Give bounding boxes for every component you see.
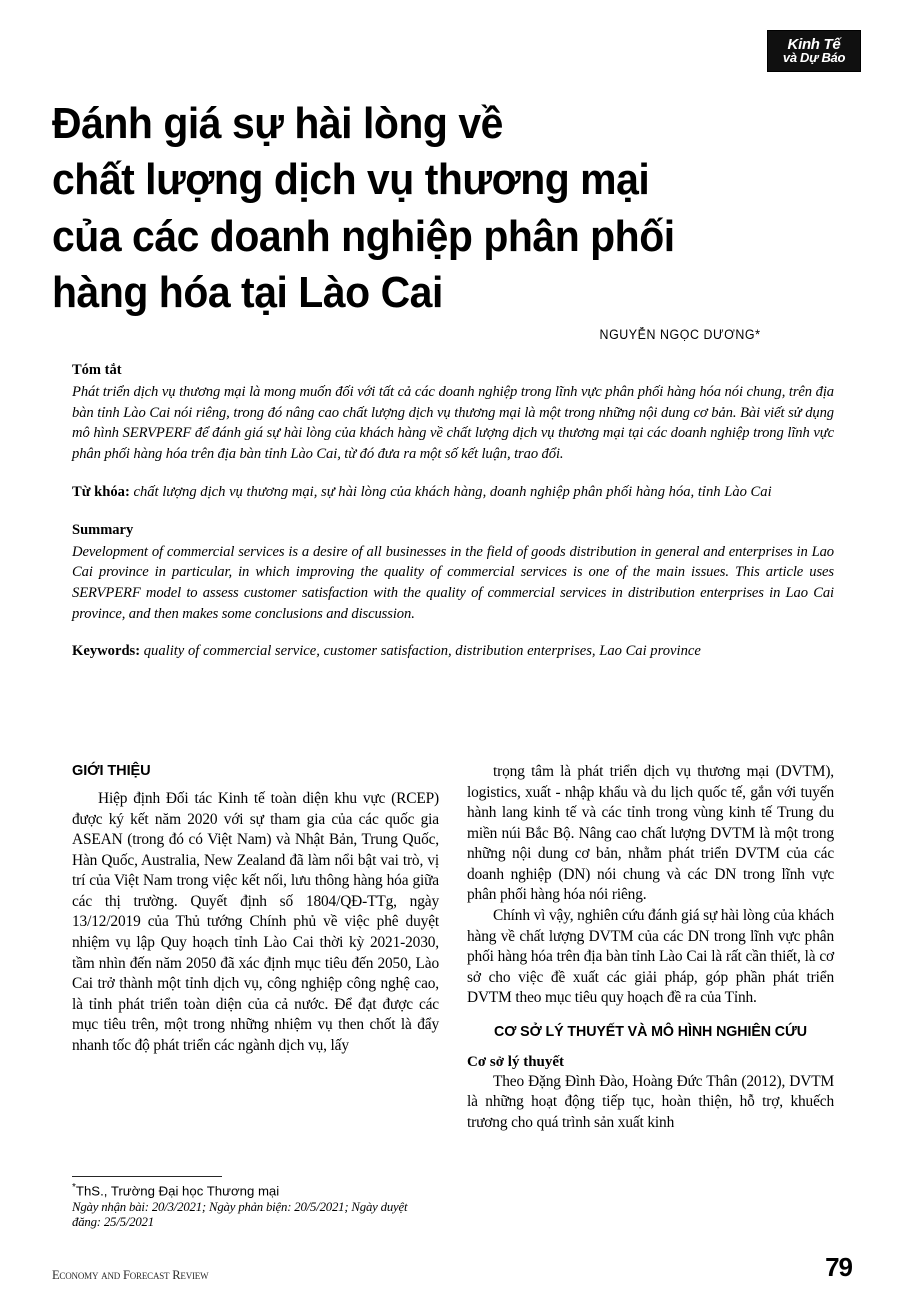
abstract-en-label: Summary <box>72 521 134 538</box>
footnote-divider <box>72 1176 222 1177</box>
footer-page-number: 79 <box>825 1252 852 1282</box>
keywords-en-label: Keywords: <box>72 643 141 660</box>
keywords-en-text: quality of commercial service, customer satisfaction, distribution enterprises, Lao Cai province <box>140 643 701 660</box>
footnote-block <box>72 1176 439 1230</box>
keywords-vi-block <box>72 482 834 503</box>
right-column-paragraph-3: Theo Đặng Đình Đào, Hoàng Đức Thân (2012), DVTM là những hoạt động tiếp tục, hoàn thiện, hỗ trợ, khuếch trương cho quá trình sản xuất kinh <box>467 1072 834 1131</box>
right-column-paragraph-2: Chính vì vậy, nghiên cứu đánh giá sự hài lòng của khách hàng về chất lượng DVTM của các DN trong lĩnh vực phân phối hàng hóa trên địa bàn tỉnh Lào Cai là rất cần thiết, là cơ sở cho việc đề xuất các giải pháp, góp phần phát triển DVTM theo mục tiêu quy hoạch đề ra của Tỉnh. <box>467 906 834 1007</box>
section-heading-co-so-ly-thuyet-mo-hinh: CƠ SỞ LÝ THUYẾT VÀ MÔ HÌNH NGHIÊN CỨU <box>494 1022 807 1040</box>
logo-line-2: và Dự Báo <box>782 49 846 65</box>
left-column-paragraph-1: Hiệp định Đối tác Kinh tế toàn diện khu vực (RCEP) được ký kết năm 2020 với sự tham gia của các quốc gia ASEAN (trong đó có Việt Nam) và Nhật Bản, Trung Quốc, Hàn Quốc, Australia, New Zealand đã làm nổi bật vai trò, vị trí của Việt Nam trong việc kết nối, lưu thông hàng hóa giữa các thị trường. Quyết định số 1804/QĐ-TTg, ngày 13/12/2019 của Thủ tướng Chính phủ về việc phê duyệt nhiệm vụ lập Quy hoạch tỉnh Lào Cai thời kỳ 2021-2030, tầm nhìn đến năm 2050 đã xác định mục tiêu đến 2050, Lào Cai trở thành một tỉnh dịch vụ, công nghiệp công nghệ cao, là tỉnh phát triển toàn diện của cả nước. Để đạt được các mục tiêu trên, một trong những nhiệm vụ then chốt là đẩy nhanh tốc độ phát triển các ngành dịch vụ, lấy <box>72 790 439 1054</box>
footnote-star-marker: * <box>72 1182 76 1193</box>
body-columns <box>72 762 834 1162</box>
title-block <box>52 96 812 342</box>
journal-masthead-logo <box>767 30 859 70</box>
title-line-1: Đánh giá sự hài lòng về <box>52 99 503 148</box>
page-title <box>52 96 759 321</box>
right-column-paragraph-continued: trọng tâm là phát triển dịch vụ thương mại (DVTM), logistics, xuất - nhập khẩu và du lịch quốc tế, gắn với tuyến hành lang kinh tế và các tỉnh trong vùng kinh tế Trung du miền núi Bắc Bộ. Nâng cao chất lượng DVTM là một trong những nội dung cơ bản, nhằm phát triển DVTM của các doanh nghiệp (DN) nói chung và các DN trong lĩnh vực phân phối hàng hóa nói riêng. <box>467 763 834 904</box>
keywords-en-block <box>72 641 834 662</box>
footnote-affiliation <box>72 1182 439 1198</box>
footer-journal-name: Economy and Forecast Review <box>52 1268 209 1282</box>
footnote-affiliation-text: ThS., Trường Đại học Thương mại <box>75 1183 280 1199</box>
abstract-area <box>72 362 834 662</box>
subsection-heading-co-so-ly-thuyet: Cơ sở lý thuyết <box>467 1053 565 1070</box>
logo-box <box>767 30 861 72</box>
abstract-en-body: Development of commercial services is a desire of all businesses in the field of goods distribution in general and enterprises in Lao Cai province in particular, in which improving the quality of commercial services is one of the main issues. This article uses SERVPERF model to assess customer satisfaction with the quality of commercial services in distribution enterprises in Lao Cai province, and then makes some conclusions and discussion. <box>72 543 834 622</box>
abstract-vi-body: Phát triển dịch vụ thương mại là mong muốn đối với tất cả các doanh nghiệp trong lĩnh vực phân phối hàng hóa nói chung, trên địa bàn tỉnh Lào Cai nói riêng, trong đó nâng cao chất lượng dịch vụ thương mại là một trong những nội dung cơ bản. Bài viết sử dụng mô hình SERVPERF để đánh giá sự hài lòng của khách hàng về chất lượng dịch vụ thương mại tại các doanh nghiệp trong lĩnh vực phân phối hàng hóa trên địa bàn tỉnh Lào Cai, từ đó đưa ra một số kết luận, trao đổi. <box>72 384 834 463</box>
page-footer <box>52 1252 852 1283</box>
keywords-vi-text: chất lượng dịch vụ thương mại, sự hài lòng của khách hàng, doanh nghiệp phân phối hàng hóa, tỉnh Lào Cai <box>129 483 772 500</box>
title-line-2: chất lượng dịch vụ thương mại <box>52 155 650 205</box>
left-column <box>72 762 439 1162</box>
keywords-vi-label: Từ khóa: <box>72 483 130 500</box>
footnote-dates: Ngày nhận bài: 20/3/2021; Ngày phản biện: 20/5/2021; Ngày duyệt đăng: 25/5/2021 <box>72 1200 408 1230</box>
right-column <box>467 762 834 1162</box>
author-byline: NGUYỄN NGỌC DƯƠNG* <box>599 327 761 343</box>
abstract-vi-label: Tóm tắt <box>72 362 122 378</box>
logo-line-1: Kinh Tế <box>787 35 841 53</box>
section-heading-gioi-thieu: GIỚI THIỆU <box>72 762 151 779</box>
abstract-vi-block <box>72 362 834 465</box>
title-line-3: của các doanh nghiệp phân phối <box>52 211 675 261</box>
title-line-4: hàng hóa tại Lào Cai <box>52 267 443 317</box>
abstract-en-block <box>72 522 834 625</box>
